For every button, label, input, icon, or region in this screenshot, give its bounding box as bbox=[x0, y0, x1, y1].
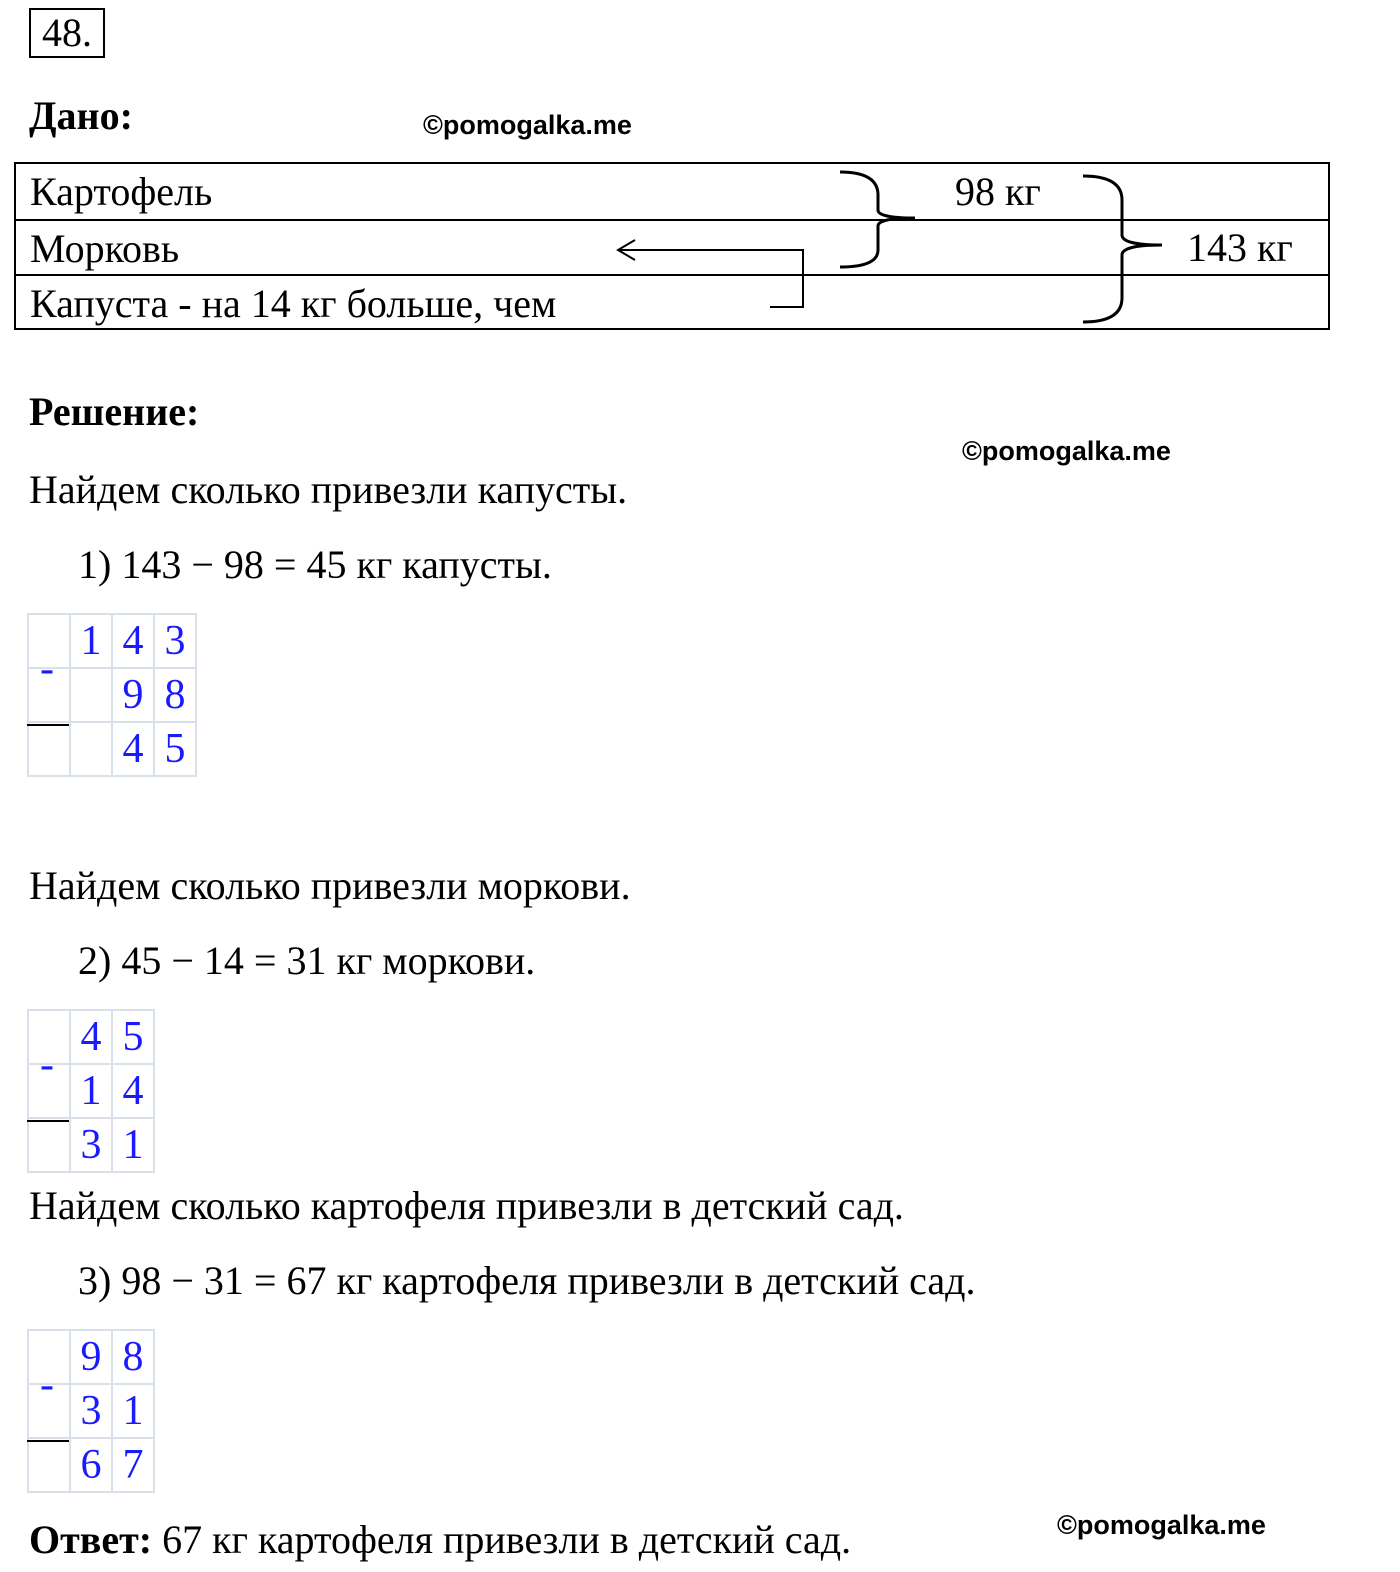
brace-small-icon bbox=[840, 172, 915, 267]
answer-line bbox=[29, 1516, 851, 1563]
brace-small-label: 98 кг bbox=[955, 169, 1041, 214]
digit-cell: 9 bbox=[70, 1330, 112, 1384]
column-subtraction bbox=[27, 1009, 155, 1173]
step-intro: Найдем сколько картофеля привезли в детский сад. bbox=[29, 1183, 904, 1228]
digit-cell: 9 bbox=[112, 668, 154, 722]
digit-cell: 5 bbox=[154, 722, 196, 776]
digit-cell: 1 bbox=[112, 1118, 154, 1172]
minus-sign: - bbox=[40, 1362, 54, 1408]
step-intro: Найдем сколько привезли капусты. bbox=[29, 467, 628, 512]
difference-row bbox=[28, 1118, 154, 1172]
step-equation: 2) 45 − 14 = 31 кг моркови. bbox=[78, 938, 536, 983]
comparison-arrow-icon bbox=[618, 250, 803, 307]
digit-cell: 6 bbox=[70, 1438, 112, 1492]
watermark: ©pomogalka.me bbox=[1057, 1510, 1266, 1540]
digit-cell: 4 bbox=[112, 614, 154, 668]
digit-cell: 1 bbox=[112, 1384, 154, 1438]
digit-cell: 5 bbox=[112, 1010, 154, 1064]
watermark: ©pomogalka.me bbox=[423, 110, 632, 140]
step-equation: 1) 143 − 98 = 45 кг капусты. bbox=[78, 542, 552, 587]
subtraction-line bbox=[27, 1120, 69, 1122]
digit-cell bbox=[28, 1438, 70, 1492]
difference-row bbox=[28, 722, 196, 776]
digit-cell: 3 bbox=[154, 614, 196, 668]
digit-cell: 4 bbox=[112, 1064, 154, 1118]
column-subtraction bbox=[27, 613, 197, 777]
given-annotations bbox=[0, 0, 1400, 340]
subtraction-line bbox=[27, 1440, 69, 1442]
watermark: ©pomogalka.me bbox=[962, 436, 1171, 466]
column-subtraction bbox=[27, 1329, 155, 1493]
brace-large-icon bbox=[1083, 176, 1162, 322]
answer-label: Ответ: bbox=[29, 1517, 153, 1562]
answer-text: 67 кг картофеля привезли в детский сад. bbox=[152, 1517, 852, 1562]
given-heading: Дано: bbox=[29, 93, 133, 138]
digit-cell: 3 bbox=[70, 1118, 112, 1172]
digit-cell: 3 bbox=[70, 1384, 112, 1438]
difference-row bbox=[28, 1438, 154, 1492]
step-intro: Найдем сколько привезли моркови. bbox=[29, 863, 631, 908]
brace-large-label: 143 кг bbox=[1187, 225, 1293, 270]
given-row-label: Капуста - на 14 кг больше, чем bbox=[30, 281, 557, 326]
given-row-label: Морковь bbox=[30, 226, 180, 271]
digit-cell: 8 bbox=[112, 1330, 154, 1384]
digit-cell: 7 bbox=[112, 1438, 154, 1492]
digit-cell: 1 bbox=[70, 1064, 112, 1118]
digit-cell: 4 bbox=[112, 722, 154, 776]
digit-cell: 4 bbox=[70, 1010, 112, 1064]
solution-heading: Решение: bbox=[29, 389, 200, 434]
step-equation: 3) 98 − 31 = 67 кг картофеля привезли в детский сад. bbox=[78, 1258, 976, 1303]
given-row-label: Картофель bbox=[30, 169, 213, 214]
minus-sign: - bbox=[40, 646, 54, 692]
digit-cell: 8 bbox=[154, 668, 196, 722]
digit-cell bbox=[70, 722, 112, 776]
digit-cell bbox=[28, 722, 70, 776]
problem-number: 48. bbox=[29, 8, 105, 58]
digit-cell bbox=[70, 668, 112, 722]
digit-cell bbox=[28, 1118, 70, 1172]
digit-cell: 1 bbox=[70, 614, 112, 668]
minus-sign: - bbox=[40, 1042, 54, 1088]
subtraction-line bbox=[27, 724, 69, 726]
